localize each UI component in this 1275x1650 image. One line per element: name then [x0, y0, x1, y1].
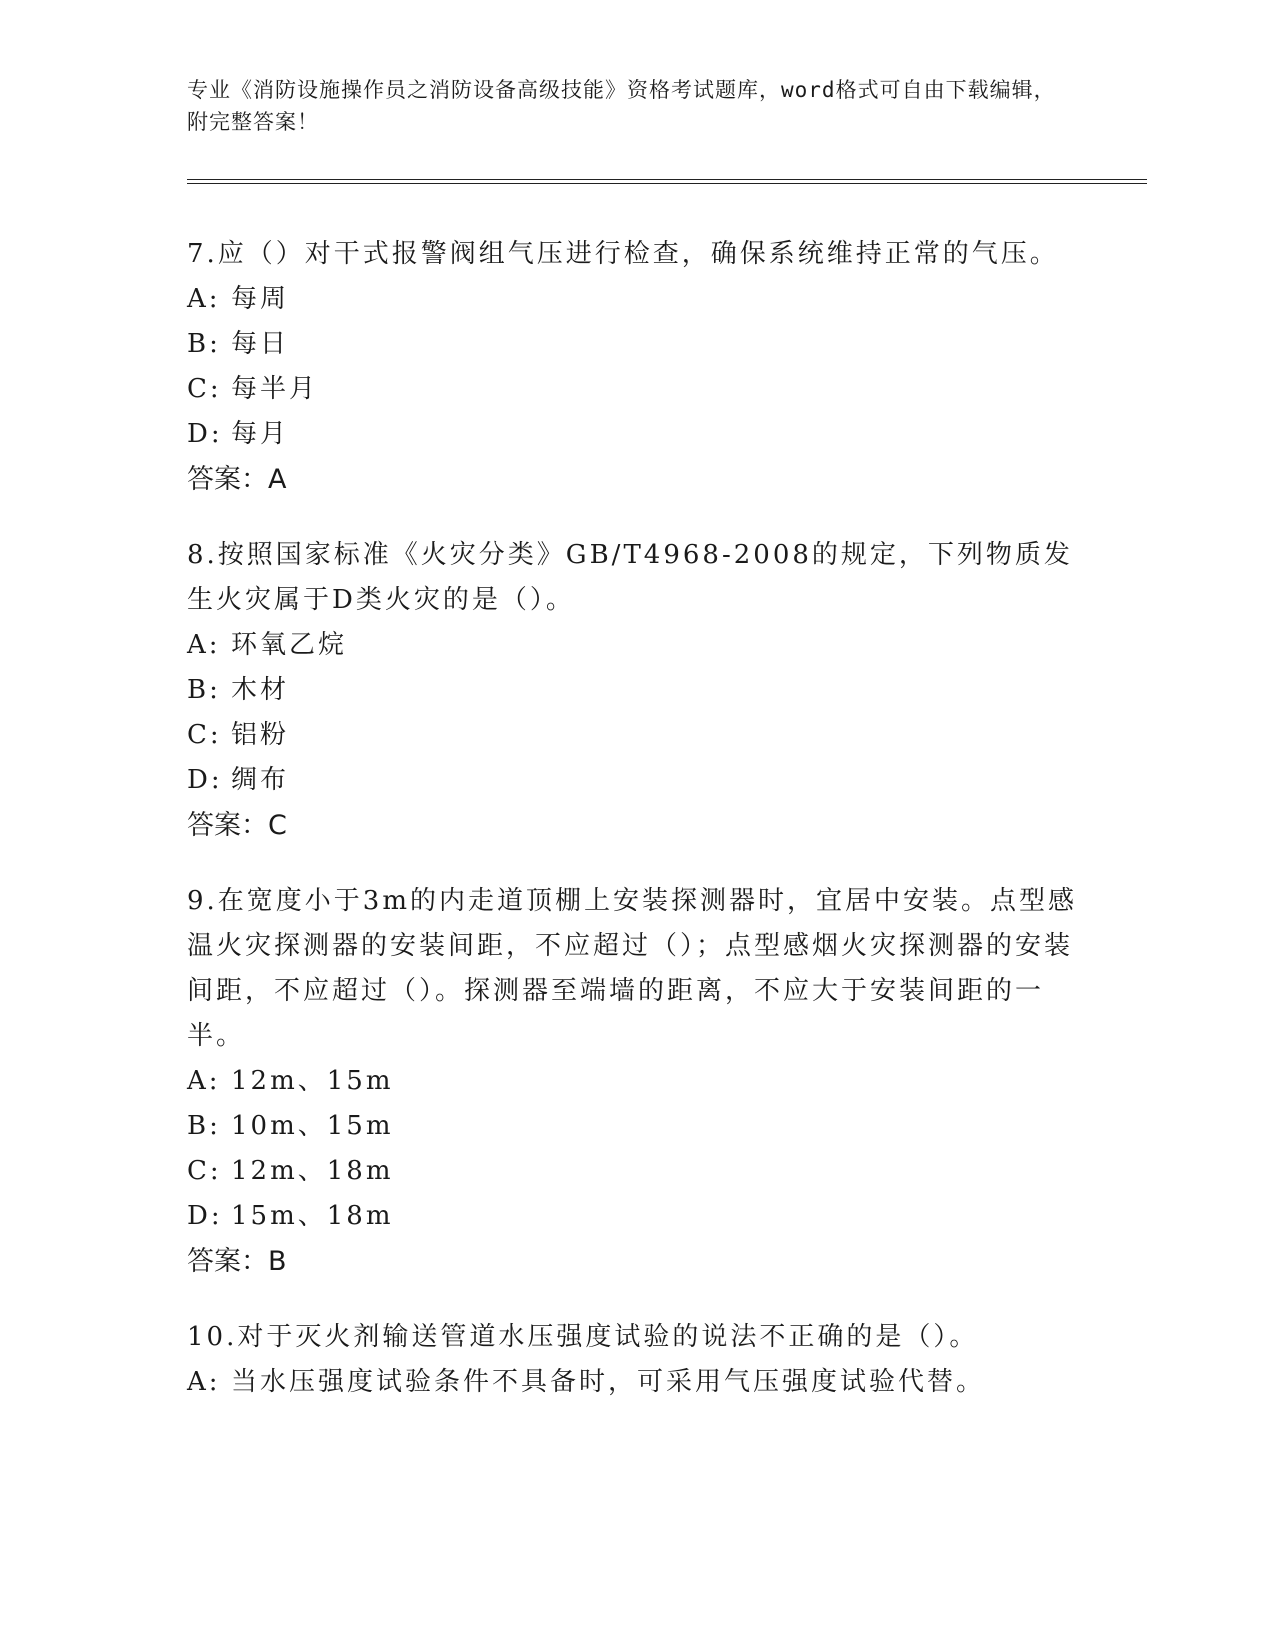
option-text: 10m、15m: [231, 1111, 394, 1141]
option-text: 15m、18m: [231, 1201, 394, 1231]
question-10: [187, 1315, 1087, 1405]
option-key: A:: [187, 284, 221, 314]
answer-line: [187, 803, 1087, 848]
option-key: D:: [187, 765, 223, 795]
option-a: [187, 623, 1087, 668]
option-key: C:: [187, 720, 222, 750]
option-d: [187, 1194, 1087, 1239]
option-text: 当水压强度试验条件不具备时，可采用气压强度试验代替。: [231, 1367, 986, 1397]
option-key: C:: [187, 374, 222, 404]
option-b: [187, 1104, 1087, 1149]
option-key: B:: [187, 1111, 221, 1141]
answer-value: A: [268, 464, 287, 495]
option-key: C:: [187, 1156, 222, 1186]
option-text: 每月: [231, 419, 290, 449]
option-text: 12m、15m: [231, 1066, 394, 1096]
option-c: [187, 367, 1087, 412]
option-text: 12m、18m: [231, 1156, 394, 1186]
question-9: [187, 879, 1087, 1284]
option-text: 木材: [231, 675, 290, 705]
option-d: [187, 758, 1087, 803]
option-text: 绸布: [231, 765, 290, 795]
option-key: D:: [187, 1201, 223, 1231]
question-stem: 7.应（）对干式报警阀组气压进行检查，确保系统维持正常的气压。: [187, 239, 1059, 269]
option-c: [187, 1149, 1087, 1194]
option-b: [187, 668, 1087, 713]
option-text: 每周: [231, 284, 290, 314]
question-list: [187, 232, 1087, 1436]
answer-line: [187, 1239, 1087, 1284]
option-d: [187, 412, 1087, 457]
option-a: [187, 1059, 1087, 1104]
option-key: D:: [187, 419, 223, 449]
option-a: [187, 1360, 1087, 1405]
option-key: B:: [187, 329, 221, 359]
option-key: B:: [187, 675, 221, 705]
document-header: 专业《消防设施操作员之消防设备高级技能》资格考试题库，word格式可自由下载编辑，附完整答案！: [187, 78, 1056, 134]
option-key: A:: [187, 630, 221, 660]
header-divider: [187, 179, 1147, 184]
answer-label: 答案：: [187, 464, 268, 495]
option-c: [187, 713, 1087, 758]
answer-line: [187, 457, 1087, 502]
question-stem: 10.对于灭火剂输送管道水压强度试验的说法不正确的是（）。: [187, 1322, 979, 1352]
option-key: A:: [187, 1066, 221, 1096]
answer-label: 答案：: [187, 1246, 268, 1277]
question-stem: 9.在宽度小于3m的内走道顶棚上安装探测器时，宜居中安装。点型感温火灾探测器的安装间距，不应超过（）；点型感烟火灾探测器的安装间距，不应超过（）。探测器至端墙的距离，不应大于安装间距的一半。: [187, 886, 1078, 1051]
option-text: 每日: [231, 329, 290, 359]
answer-value: C: [268, 810, 287, 841]
option-key: A:: [187, 1367, 221, 1397]
option-a: [187, 277, 1087, 322]
option-text: 环氧乙烷: [231, 630, 348, 660]
answer-label: 答案：: [187, 810, 268, 841]
question-stem: 8.按照国家标准《火灾分类》GB/T4968-2008的规定，下列物质发生火灾属于D类火灾的是（）。: [187, 540, 1073, 615]
question-8: [187, 533, 1087, 848]
answer-value: B: [268, 1246, 287, 1277]
question-7: [187, 232, 1087, 502]
option-text: 铝粉: [231, 720, 290, 750]
option-text: 每半月: [231, 374, 319, 404]
option-b: [187, 322, 1087, 367]
